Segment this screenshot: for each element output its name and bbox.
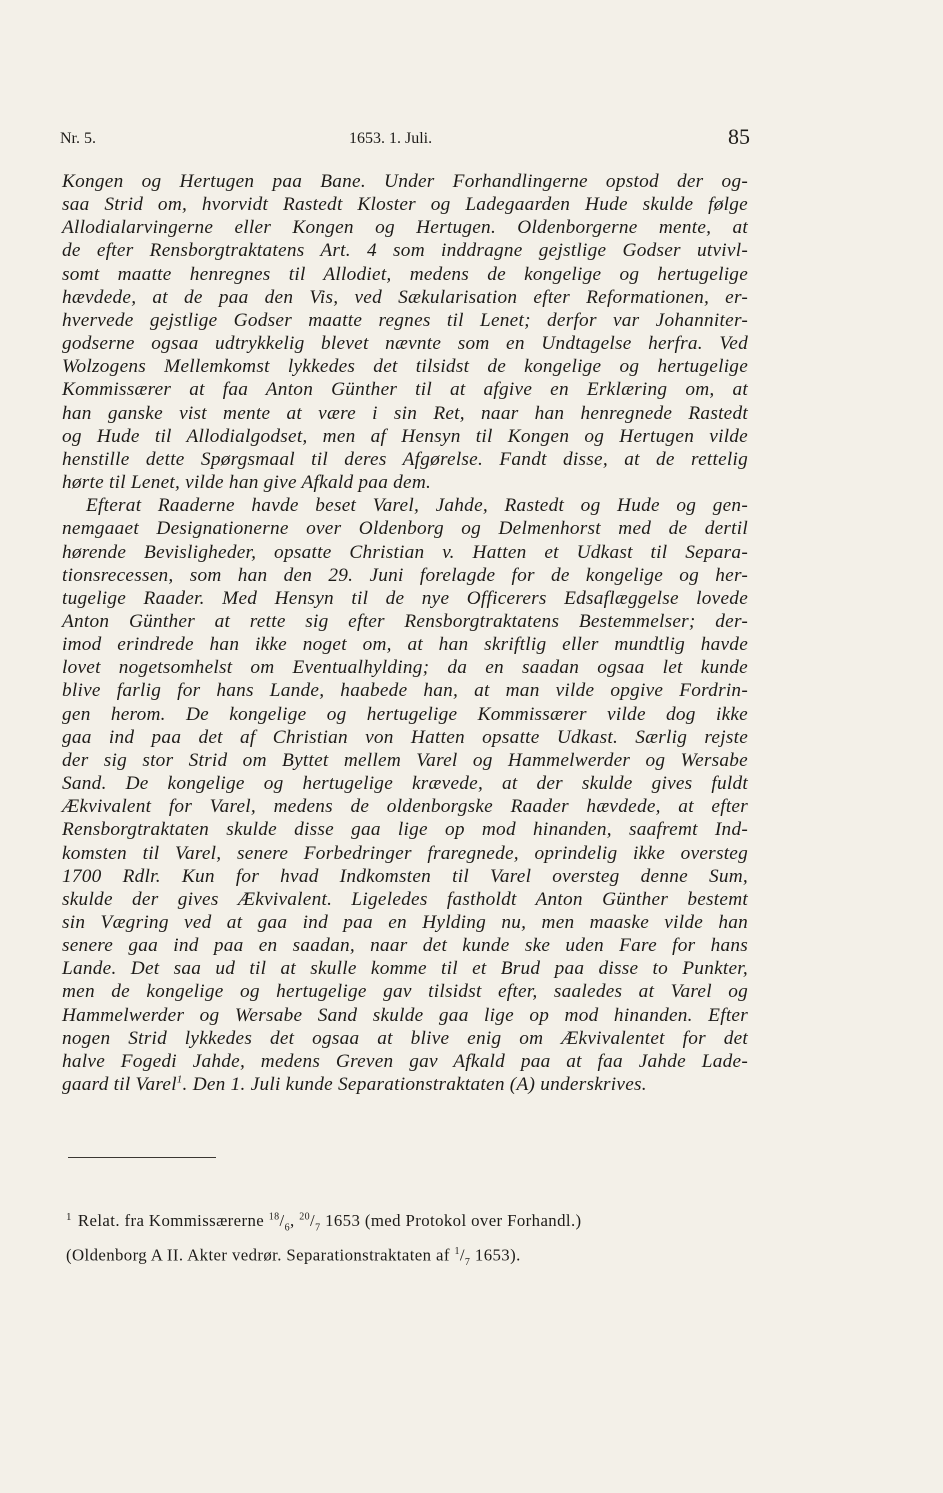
text-line: Ækvivalent for Varel, medens de oldenborgske Raader hævdede, at efter — [62, 796, 748, 818]
text-line: Efterat Raaderne havde beset Varel, Jahde, Rastedt og Hude og gen- — [86, 495, 748, 517]
text-line: hvervede gejstlige Godser maatte regnes til Lenet; derfor var Johanniter- — [62, 309, 748, 331]
text-line: Sand. De kongelige og hertugelige krævede, at der skulde gives fuldt — [62, 773, 748, 795]
text-line: gaa ind paa det af Christian von Hatten opsatte Udkast. Særlig rejste — [62, 726, 748, 748]
text-line: tionsrecessen, som han den 29. Juni forelagde for de kongelige og her- — [62, 564, 748, 586]
footnote-text: Relat. fra Kommissærerne — [77, 1211, 269, 1230]
text-line: Rensborgtraktaten skulde disse gaa lige op mod hinanden, saafremt Ind- — [62, 819, 748, 841]
text-line: senere gaa ind paa en saadan, naar det kunde ske uden Fare for hans — [62, 935, 748, 957]
text-line: lovet nogetsomhelst om Eventualhylding; da en saadan ogsaa let kunde — [62, 657, 748, 679]
footnote-text: 1653 (med Protokol over Forhandl.) — [320, 1211, 582, 1230]
paragraph-1 — [62, 170, 748, 494]
text-line: de efter Rensborgtraktatens Art. 4 som inddragne gejstlige Godser utvivl- — [62, 240, 748, 262]
text-line: halve Fogedi Jahde, medens Greven gav Afkald paa at faa Jahde Lade- — [62, 1050, 748, 1072]
text-line: somt maatte henregnes til Allodiet, medens de kongelige og hertugelige — [62, 263, 748, 285]
text-line — [62, 1073, 748, 1096]
text-line: sin Vægring ved at gaa ind paa en Hylding nu, men maaske vilde han — [62, 912, 748, 933]
footnote-text: , — [290, 1211, 300, 1230]
line-end: . Den 1. Juli kunde Separationstraktaten (A) underskrives. — [182, 1074, 647, 1096]
body-text — [62, 170, 748, 1096]
text-line: Kommissærer at faa Anton Günther til at afgive en Erklæring om, at — [62, 379, 748, 401]
date-day: 18 — [268, 1211, 280, 1223]
date-month: 6 — [284, 1222, 291, 1234]
text-line: han ganske vist mente at være i sin Ret, naar han henregnede Rastedt — [62, 402, 748, 424]
text-line: skulde der gives Ækvivalent. Ligeledes fastholdt Anton Günther bestemt — [62, 888, 748, 910]
text-line: komsten til Varel, senere Forbedringer fraregnede, oprindelig ikke oversteg — [62, 842, 748, 864]
footnote-divider — [68, 1157, 216, 1158]
text-line: godserne ogsaa udtrykkelig blevet nævnte som en Undtagelse herfra. Ved — [62, 333, 748, 355]
text-line: men de kongelige og hertugelige gav tilsidst efter, saaledes at Varel og — [62, 981, 748, 1003]
text-line: nogen Strid lykkedes det ogsaa at blive enig om Ækvivalentet for det — [62, 1027, 748, 1049]
text-line: nemgaaet Designationerne over Oldenborg og Delmenhorst med de dertil — [62, 518, 748, 540]
footnote-line-1: $^1$ Relat. fra Kommissærerne $^{18}/_6$, $^{20}/_7$ 1653 (med Protokol over Forhandl.) — [66, 1211, 582, 1234]
footnote-text: (Oldenborg A II. Akter vedrør. Separationstraktaten af — [66, 1245, 455, 1265]
footnote-reference: 1 — [176, 1073, 183, 1086]
date-day: 20 — [299, 1211, 311, 1223]
text-line: hævdede, at de paa den Vis, ved Sækularisation efter Reformationen, er- — [62, 286, 748, 308]
text-line: Lande. Det saa ud til at skulle komme til et Brud paa disse to Punkter, — [62, 958, 748, 980]
text-line: Allodialarvingerne eller Kongen og Hertugen. Oldenborgerne mente, at — [62, 217, 748, 239]
date-month: 7 — [464, 1257, 471, 1269]
date-day: 1 — [454, 1246, 460, 1258]
paragraph-2 — [62, 494, 748, 1073]
text-line: og Hude til Allodialgodset, men af Hensyn til Kongen og Hertugen vilde — [62, 425, 748, 447]
text-line: blive farlig for hans Lande, haabede han, at man vilde opgive Fordrin- — [62, 680, 748, 702]
date-heading: 1653. 1. Juli. — [349, 130, 433, 147]
issue-number: Nr. 5. — [60, 130, 96, 147]
text-line: der sig stor Strid om Byttet mellem Varel og Hammelwerder og Wersabe — [62, 749, 748, 771]
text-line: tugelige Raader. Med Hensyn til de nye Officerers Edsaflæggelse lovede — [62, 587, 748, 609]
text-line: hørende Bevisligheder, opsatte Christian v. Hatten et Udkast til Separa- — [62, 541, 748, 563]
text-line: henstille dette Spørgsmaal til deres Afgørelse. Fandt disse, at de rettelig — [62, 448, 748, 470]
text-line: Wolzogens Mellemkomst lykkedes det tilsidst de kongelige og hertugelige — [62, 356, 748, 378]
line-start: gaard til Varel — [62, 1074, 177, 1096]
running-header — [60, 126, 750, 150]
text-line: Hammelwerder og Wersabe Sand skulde gaa lige op mod hinanden. Efter — [62, 1004, 748, 1026]
footnote — [66, 1205, 756, 1275]
footnote-text: 1653). — [470, 1245, 521, 1265]
text-line: 1700 Rdlr. Kun for hvad Indkomsten til Varel oversteg denne Sum, — [62, 865, 748, 887]
text-line: hørte til Lenet, vilde han give Afkald paa dem. — [62, 472, 432, 494]
footnote-line-2: (Oldenborg A II. Akter vedrør. Separationstraktaten af $^1/_7$ 1653). — [66, 1245, 521, 1269]
text-line: Anton Günther at rette sig efter Rensborgtraktatens Bestemmelser; der- — [62, 610, 748, 632]
text-line: Kongen og Hertugen paa Bane. Under Forhandlingerne opstod der og- — [62, 171, 748, 192]
text-line: gen herom. De kongelige og hertugelige Kommissærer vilde dog ikke — [62, 703, 748, 725]
footnote-mark: 1 — [66, 1211, 72, 1223]
date-month: 7 — [315, 1222, 321, 1234]
text-line: saa Strid om, hvorvidt Rastedt Kloster og Ladegaarden Hude skulde følge — [62, 194, 748, 216]
page-number: 85 — [728, 124, 750, 149]
text-line: imod erindrede han ikke noget om, at han skriftlig eller mundtlig havde — [62, 634, 748, 656]
